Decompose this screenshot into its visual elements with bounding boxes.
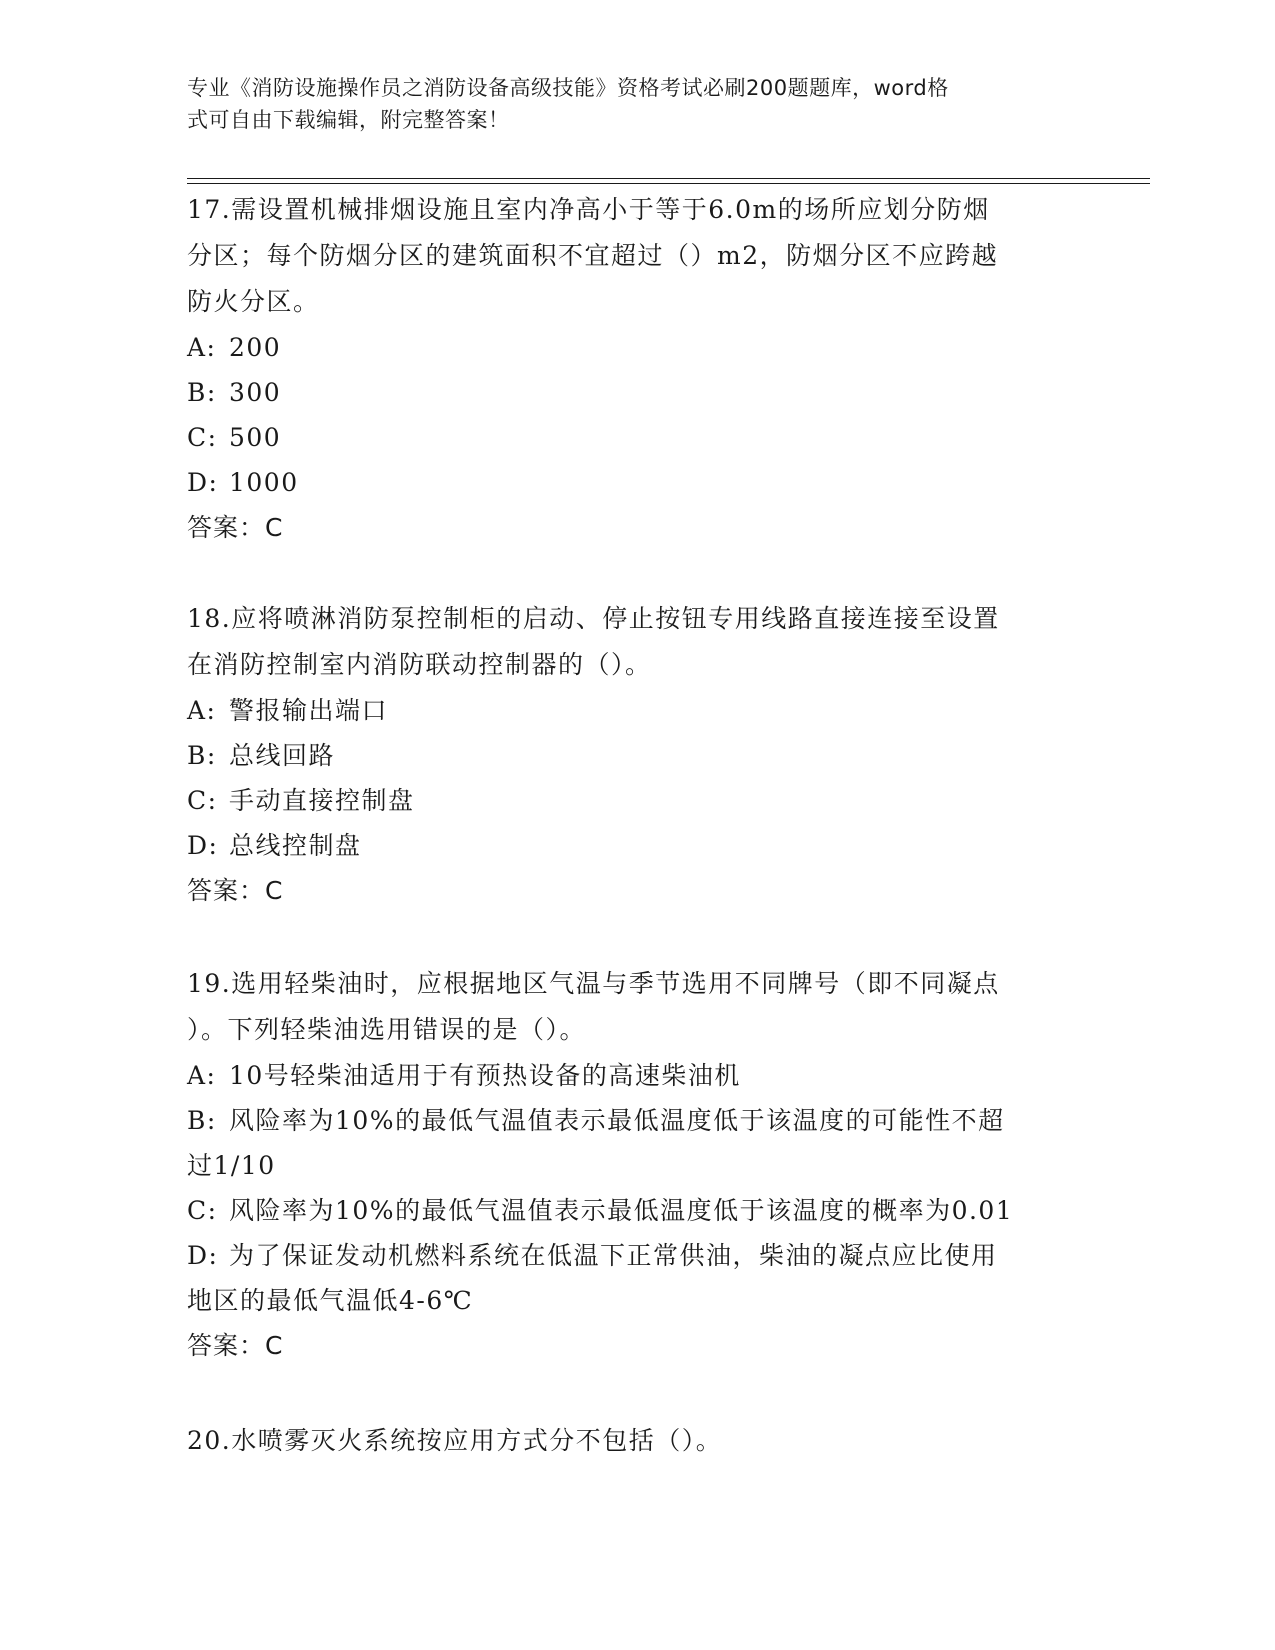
- document-header: [187, 72, 1067, 136]
- option-text: 10号轻柴油适用于有预热设备的高速柴油机: [229, 1061, 741, 1090]
- stem-line: 分区；每个防烟分区的建筑面积不宜超过（）m2，防烟分区不应跨越: [187, 241, 999, 270]
- option-label: C:: [187, 423, 218, 452]
- question-17: [187, 187, 1077, 550]
- option-text: 为了保证发动机燃料系统在低温下正常供油，柴油的凝点应比使用: [229, 1241, 998, 1270]
- question-stem: [187, 187, 1077, 325]
- option-text: 风险率为10%的最低气温值表示最低温度低于该温度的概率为0.01: [229, 1196, 1014, 1225]
- option-text: 总线回路: [229, 741, 336, 770]
- header-line: 专业《消防设施操作员之消防设备高级技能》资格考试必刷200题题库，word格: [187, 76, 949, 100]
- answer: 答案：C: [187, 1331, 284, 1360]
- answer: 答案：C: [187, 876, 284, 905]
- option-d-continuation: 地区的最低气温低4-6℃: [187, 1286, 474, 1315]
- option-text: 500: [229, 423, 282, 452]
- question-stem: [187, 596, 1077, 688]
- stem-line: 在消防控制室内消防联动控制器的（）。: [187, 650, 652, 679]
- option-b: [187, 370, 1077, 415]
- option-c: [187, 415, 1077, 460]
- question-19: [187, 961, 1077, 1368]
- question-20: [187, 1418, 1077, 1464]
- option-a: [187, 688, 1077, 733]
- stem-line: 19.选用轻柴油时，应根据地区气温与季节选用不同牌号（即不同凝点: [187, 969, 1000, 998]
- stem-line: 20.水喷雾灭火系统按应用方式分不包括（）。: [187, 1426, 723, 1455]
- option-b-continuation: 过1/10: [187, 1151, 276, 1180]
- header-divider: [187, 178, 1150, 179]
- option-c: [187, 778, 1077, 823]
- option-a: [187, 325, 1077, 370]
- question-stem: [187, 961, 1077, 1053]
- question-stem: [187, 1418, 1077, 1464]
- stem-line: 17.需设置机械排烟设施且室内净高小于等于6.0m的场所应划分防烟: [187, 195, 990, 224]
- option-text: 风险率为10%的最低气温值表示最低温度低于该温度的可能性不超: [229, 1106, 1005, 1135]
- option-d: [187, 823, 1077, 868]
- header-divider: [187, 183, 1150, 184]
- stem-line: 防火分区。: [187, 287, 320, 316]
- stem-line: 18.应将喷淋消防泵控制柜的启动、停止按钮专用线路直接连接至设置: [187, 604, 1000, 633]
- option-label: A:: [187, 333, 217, 362]
- option-label: C:: [187, 786, 218, 815]
- option-label: D:: [187, 468, 219, 497]
- option-text: 1000: [229, 468, 299, 497]
- option-label: B:: [187, 741, 217, 770]
- option-text: 200: [229, 333, 282, 362]
- option-text: 手动直接控制盘: [229, 786, 415, 815]
- option-label: D:: [187, 831, 219, 860]
- option-text: 警报输出端口: [229, 696, 389, 725]
- option-c: [187, 1188, 1077, 1233]
- option-text: 300: [229, 378, 282, 407]
- stem-line: ）。下列轻柴油选用错误的是（）。: [187, 1015, 587, 1044]
- option-label: B:: [187, 378, 217, 407]
- option-d: [187, 460, 1077, 505]
- option-d: [187, 1233, 1077, 1278]
- option-b: [187, 1098, 1077, 1143]
- answer: 答案：C: [187, 513, 284, 542]
- option-label: D:: [187, 1241, 219, 1270]
- option-label: C:: [187, 1196, 218, 1225]
- option-label: A:: [187, 1061, 217, 1090]
- header-line: 式可自由下载编辑，附完整答案！: [187, 108, 510, 132]
- option-label: B:: [187, 1106, 217, 1135]
- option-label: A:: [187, 696, 217, 725]
- option-b: [187, 733, 1077, 778]
- question-18: [187, 596, 1077, 913]
- option-a: [187, 1053, 1077, 1098]
- option-text: 总线控制盘: [229, 831, 362, 860]
